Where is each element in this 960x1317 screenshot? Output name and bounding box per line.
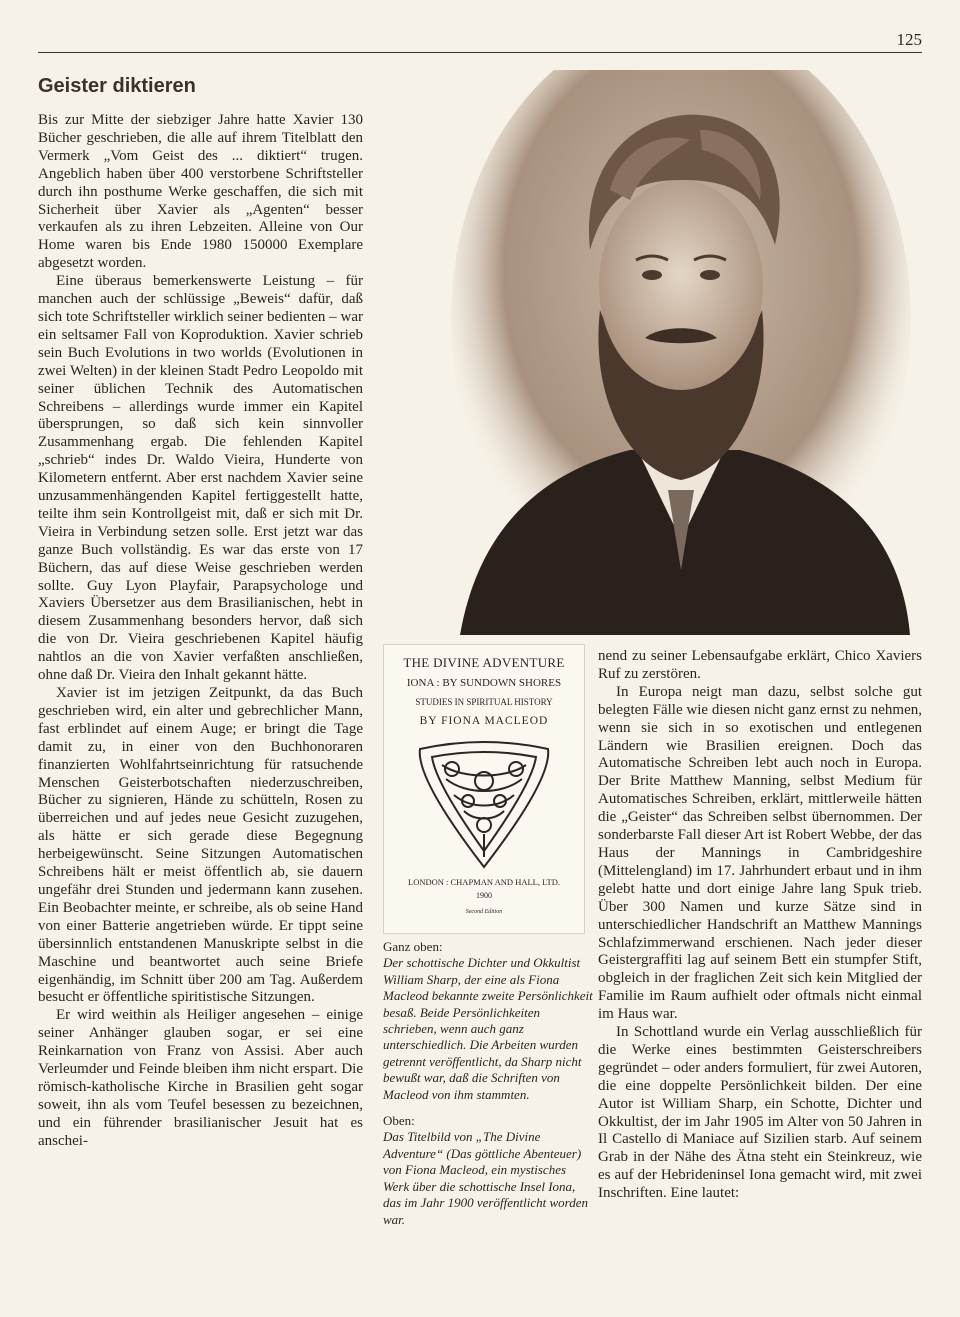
- page-number: 125: [896, 30, 922, 49]
- paragraph: Xavier ist im jetzigen Zeitpunkt, da das Buch geschrieben wird, ein alter und gebrechlicher Mann, fast erblindet auf einem Auge; er bringt die Tage damit zu, in einer von den Buchhonoraren finanzierten Wohlfahrtseinrichtung für ratsuchende Menschen Geisterbotschaften niederzuschreiben, Bücher zu signieren, Hände zu schütteln, Rosen zu überreichen und auf jedes neue Gesicht zuzugehen, als hätte er sich gerade diese Begegnung herbeigewünscht. Seine Sitzungen Automatischen Schreibens hält er meist öffentlich ab, sie dauern ungefähr drei Stunden und jedermann kann zusehen. Ein Beobachter meinte, er schreibe, als ob seine Hand von einer Batterie angetrieben würde. Er tippt seine übersinnlich entstandenen Manuskripte selbst in die Maschine und beantwortet auch seine Briefe eigenhändig, im Schnitt über 200 am Tag. Außerdem besucht er öffentliche spiritistische Sitzungen.: [38, 685, 363, 1006]
- title-page-subtitle: IONA : BY SUNDOWN SHORES: [406, 677, 562, 689]
- paragraph: Er wird weithin als Heiliger angesehen – einige seiner Anhänger glauben sogar, er sei eine Reinkarnation von Franz von Assisi. Aber auch Verleumder und Feinde bleiben ihm nicht erspart. Die römisch-katholische Kirche in Brasilien geht sogar soweit, ihn als vom Teufel besessen zu bezeichnen, und ein führender brasilianischer Jesuit hat es anschei-: [38, 1007, 363, 1149]
- right-column: [598, 648, 922, 1203]
- left-column: [38, 112, 363, 1151]
- paragraph: In Europa neigt man dazu, selbst solche gut belegten Fälle wie diesen nicht ganz ernst zu nehmen, wenn sie sich in so exotischen und entlegenen Ländern wie Brasilien ereignen. Doch das Automatische Schreiben lebt auch noch in Europa. Der Brite Matthew Manning, selbst Medium für Automatisches Schreiben, erklärt, mittlerweile hätten die „Geister“ das Schreiben selbst übernommen. Der sonderbarste Fall dieser Art ist Robert Webbe, der das Haus der Mannings in Cambridgeshire (Mittelengland) im 17. Jahrhundert erbaut und in ihm gelebt hatte und dort einige Jahre lang Spuk trieb. Über 300 Namen und kurze Sätze sind in unterschiedlicher Handschrift an Matthew Mannings Schlafzimmerwand erschienen. Nach jeder dieser Geistergraffiti lag auf seinem Bett ein stumpfer Stift, obgleich in der fraglichen Zeit sich kein Mitglied der Familie im Raum aufhielt oder oftmals nicht einmal im Haus war.: [598, 683, 922, 1023]
- paragraph: nend zu seiner Lebensaufgabe erklärt, Chico Xaviers Ruf zu zerstören.: [598, 648, 922, 682]
- paragraph: Bis zur Mitte der siebziger Jahre hatte Xavier 130 Bücher geschrieben, die alle auf ihrem Titelblatt den Vermerk „Vom Geist des ... diktiert“ trugen. Angeblich haben über 400 verstorbene Schriftsteller durch ihn posthume Werke geschaffen, die sich mit Sicherheit über Xavier als „Agenten“ besser verkaufen als zu ihren Lebzeiten. Alleine von Our Home waren bis Ende 1980 150000 Exemplare abgesetzt worden.: [38, 112, 363, 272]
- paragraph: In Schottland wurde ein Verlag ausschließlich für die Werke eines bestimmten Geisterschreibers gegründet – oder anders formuliert, für zwei Autoren, die eine doppelte Persönlichkeit bilden. Der eine Autor ist William Sharp, ein Schotte, Dichter und Okkultist, der im Jahr 1905 im Alter von 50 Jahren in Il Castello di Maniace auf Sizilien starb. Auf seinem Grab in der Nähe des Ätna steht ein Steinkreuz, wie es auf der Hebrideninsel Iona gemacht wird, mit zwei Inschriften. Eine lautet:: [598, 1024, 922, 1202]
- article-heading: Geister diktieren: [38, 75, 196, 97]
- caption-text: Das Titelbild von „The Divine Adventure“ (Das göttliche Abenteuer) von Fiona Macleod, ein mystisches Werk über die schottische Insel Iona, das im Jahr 1900 veröffentlicht worden war.: [383, 1129, 588, 1227]
- title-page-title: THE DIVINE ADVENTURE: [403, 655, 565, 670]
- title-page-series: STUDIES IN SPIRITUAL HISTORY: [415, 697, 553, 707]
- caption-text: Der schottische Dichter und Okkultist William Sharp, der eine als Fiona Macleod bekannte zweite Persönlichkeit besaß. Beide Persönlichkeiten schrieben, wenn auch ganz unterschiedlich. Die Arbeiten wurden getrennt veröffentlicht, da Sharp nicht bewußt war, daß die Schriften von Macleod von ihm stammten.: [383, 955, 593, 1102]
- paragraph: Eine überaus bemerkenswerte Leistung – für manchen auch der schlüssige „Beweis“ dafür, daß sich tote Schriftsteller wirklich seiner bedienten – war ein seltsamer Fall von Koproduktion. Xavier schrieb sein Buch Evolutions in two worlds (Evolutionen in zwei Welten) in der kleinen Stadt Pedro Leopoldo mit seiner üblichen Technik des Automatischen Schreibens – allerdings wurde immer ein Kapitel übersprungen, so daß sich kein sinnvoller Zusammenhang ergab. Die fehlenden Kapitel „schrieb“ indes Dr. Waldo Vieira, Hunderte von Kilometern entfernt. Aber erst nachdem Xavier seine unzusammenhängenden Kapitel fertiggestellt hatte, teilte ihm sein Kontrollgeist mit, daß er sich mit Dr. Vieira in Verbindung setzen solle. Erst jetzt war das ganze Buch vollständig. Es war das erste von 17 Büchern, das auf diese Weise geschrieben werden sollte. Guy Lyon Playfair, Parapsychologe und Xaviers Übersetzer aus dem Brasilianischen, hebt in diesem Zusammenhang besonders hervor, daß sich die von Dr. Vieira geschriebenen Kapitel häufig nahtlos an die von Xavier verfaßten anschließen, ohne daß Dr. Vieira den Inhalt gekannt hätte.: [38, 273, 363, 684]
- header-rule: [38, 52, 922, 53]
- image-captions: [383, 939, 593, 1228]
- portrait-illustration: [440, 70, 922, 635]
- caption-label: Ganz oben:: [383, 939, 443, 954]
- book-title-page: [383, 644, 585, 934]
- title-page-author: BY FIONA MACLEOD: [419, 715, 549, 727]
- title-page-year: 1900: [476, 891, 492, 900]
- title-page-edition: Second Edition: [465, 909, 503, 915]
- title-page-publisher: LONDON : CHAPMAN AND HALL, LTD.: [408, 877, 560, 887]
- celtic-knot-ornament: [412, 739, 556, 871]
- portrait-photo: [440, 70, 922, 635]
- caption-label: Oben:: [383, 1113, 415, 1129]
